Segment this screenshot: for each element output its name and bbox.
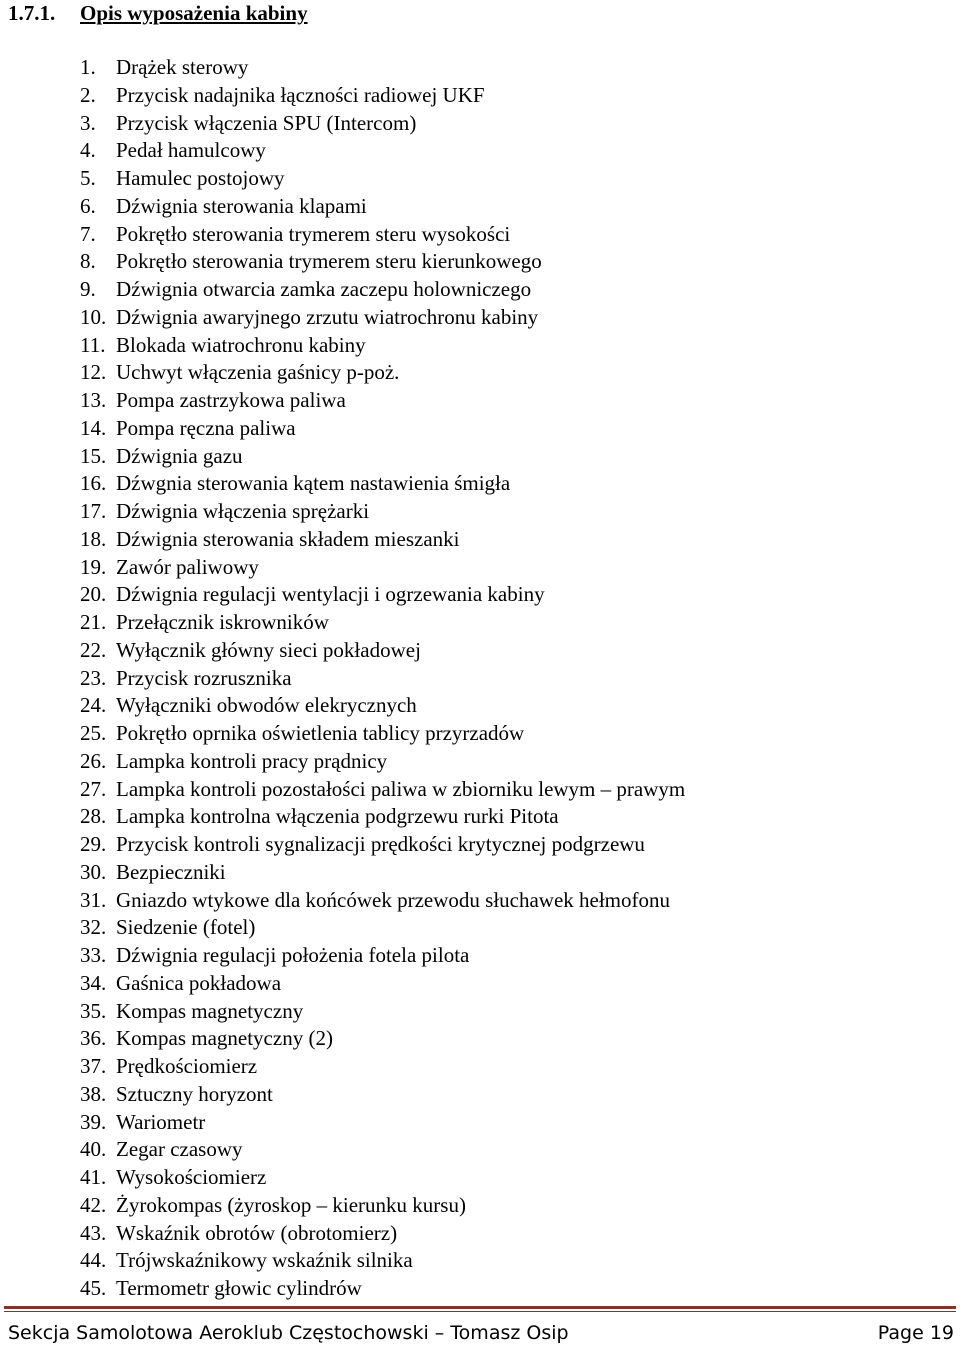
list-item-text: Termometr głowic cylindrów <box>116 1276 362 1300</box>
list-item-text: Dźwignia włączenia sprężarki <box>116 499 370 523</box>
list-item-number: 41. <box>80 1165 107 1189</box>
list-item <box>80 998 685 1026</box>
list-item-number: 9. <box>80 277 96 301</box>
list-item <box>80 692 685 720</box>
list-item-text: Kompas magnetyczny <box>116 998 304 1023</box>
list-item-number: 42. <box>80 1192 107 1217</box>
list-item-number: 30. <box>80 859 107 884</box>
list-item-text: Lampka kontroli pracy prądnicy <box>116 748 388 773</box>
list-item <box>80 887 685 915</box>
list-item-number: 39. <box>80 1109 107 1134</box>
list-item <box>80 609 685 637</box>
list-item-text: Kompas magnetyczny (2) <box>116 1026 333 1051</box>
list-item-number: 20. <box>80 582 107 607</box>
footer-rule-thick <box>4 1306 956 1309</box>
list-item-text: Blokada wiatrochronu kabiny <box>116 332 366 357</box>
list-item-number: 12. <box>80 360 107 385</box>
list-item <box>80 1136 685 1164</box>
equipment-list <box>80 54 685 1303</box>
list-item <box>80 1025 685 1053</box>
list-item <box>80 332 685 360</box>
list-item-text: Zawór paliwowy <box>116 554 259 579</box>
list-item-text: Dźwgnia sterowania kątem nastawienia śmigła <box>116 471 511 496</box>
list-item <box>80 831 685 859</box>
list-item <box>80 1275 685 1303</box>
section-title: Opis wyposażenia kabiny <box>80 1 308 25</box>
list-item-text: Dźwignia gazu <box>116 443 243 468</box>
list-item <box>80 1081 685 1109</box>
list-item <box>80 498 685 526</box>
list-item <box>80 554 685 582</box>
list-item <box>80 304 685 332</box>
list-item <box>80 110 685 138</box>
list-item-number: 23. <box>80 665 107 690</box>
list-item-number: 1. <box>80 55 96 79</box>
list-item-number: 40. <box>80 1137 107 1162</box>
list-item-number: 19. <box>80 554 107 579</box>
section-number: 1.7.1. <box>8 1 56 25</box>
list-item-number: 8. <box>80 249 96 274</box>
list-item-text: Lampka kontrolna włączenia podgrzewu rurki Pitota <box>116 804 559 829</box>
list-item-text: Pokrętło sterowania trymerem steru kierunkowego <box>116 249 542 274</box>
list-item-text: Wskaźnik obrotów (obrotomierz) <box>116 1220 398 1245</box>
list-item <box>80 443 685 471</box>
list-item-text: Sztuczny horyzont <box>116 1081 273 1106</box>
list-item-number: 6. <box>80 193 96 218</box>
list-item-number: 16. <box>80 471 107 496</box>
footer-rule-thin <box>4 1311 956 1312</box>
list-item-text: Wyłączniki obwodów elekrycznych <box>116 693 417 718</box>
list-item <box>80 248 685 276</box>
list-item <box>80 1247 685 1275</box>
list-item-text: Lampka kontroli pozostałości paliwa w zbiorniku lewym – prawym <box>116 776 686 801</box>
list-item-text: Dźwignia regulacji położenia fotela pilota <box>116 943 470 967</box>
list-item <box>80 526 685 554</box>
page-number: Page 19 <box>877 1322 954 1344</box>
list-item-text: Gniazdo wtykowe dla końcówek przewodu słuchawek hełmofonu <box>116 887 671 912</box>
list-item-text: Żyrokompas (żyroskop – kierunku kursu) <box>116 1192 466 1217</box>
list-item <box>80 665 685 693</box>
list-item <box>80 970 685 998</box>
list-item-text: Hamulec postojowy <box>116 166 285 190</box>
list-item-number: 31. <box>80 887 107 912</box>
list-item-number: 26. <box>80 748 107 773</box>
list-item-text: Dźwignia sterowania składem mieszanki <box>116 526 460 551</box>
list-item-text: Pompa zastrzykowa paliwa <box>116 388 346 412</box>
list-item-text: Uchwyt włączenia gaśnicy p-poż. <box>116 360 400 385</box>
list-item-number: 45. <box>80 1276 107 1300</box>
list-item-text: Pokrętło oprnika oświetlenia tablicy przyrzadów <box>116 721 525 745</box>
list-item-number: 25. <box>80 721 107 745</box>
list-item-number: 14. <box>80 415 107 440</box>
list-item-number: 28. <box>80 804 107 829</box>
list-item-number: 37. <box>80 1054 107 1078</box>
list-item <box>80 165 685 193</box>
list-item-text: Dźwignia regulacji wentylacji i ogrzewania kabiny <box>116 582 545 607</box>
list-item <box>80 748 685 776</box>
list-item <box>80 581 685 609</box>
list-item-number: 24. <box>80 693 107 718</box>
list-item-number: 17. <box>80 499 107 523</box>
list-item <box>80 1220 685 1248</box>
list-item <box>80 1192 685 1220</box>
list-item-text: Trójwskaźnikowy wskaźnik silnika <box>116 1248 413 1273</box>
list-item-text: Przycisk nadajnika łączności radiowej UKF <box>116 82 485 107</box>
list-item-number: 10. <box>80 304 107 329</box>
list-item <box>80 470 685 498</box>
list-item-number: 34. <box>80 970 107 995</box>
list-item <box>80 803 685 831</box>
list-item-number: 21. <box>80 610 107 634</box>
list-item <box>80 82 685 110</box>
list-item-text: Zegar czasowy <box>116 1137 243 1162</box>
list-item-number: 11. <box>80 332 106 357</box>
list-item-text: Przycisk włączenia SPU (Intercom) <box>116 110 417 135</box>
list-item <box>80 415 685 443</box>
list-item <box>80 387 685 415</box>
list-item <box>80 776 685 804</box>
list-item-text: Drążek sterowy <box>116 55 249 79</box>
list-item-text: Pedał hamulcowy <box>116 138 266 163</box>
list-item-text: Przycisk kontroli sygnalizacji prędkości krytycznej podgrzewu <box>116 832 645 856</box>
section-heading <box>8 0 308 26</box>
list-item-number: 5. <box>80 166 96 190</box>
list-item <box>80 221 685 249</box>
list-item-text: Bezpieczniki <box>116 859 226 884</box>
list-item-number: 44. <box>80 1248 107 1273</box>
list-item <box>80 1109 685 1137</box>
list-item-number: 22. <box>80 637 107 662</box>
list-item <box>80 193 685 221</box>
page-footer <box>8 1320 954 1346</box>
list-item <box>80 137 685 165</box>
list-item <box>80 859 685 887</box>
list-item-text: Dźwignia sterowania klapami <box>116 193 367 218</box>
list-item-number: 38. <box>80 1081 107 1106</box>
list-item <box>80 276 685 304</box>
list-item <box>80 1164 685 1192</box>
list-item-number: 27. <box>80 776 107 801</box>
list-item <box>80 359 685 387</box>
list-item-text: Przełącznik iskrowników <box>116 610 329 634</box>
list-item-number: 29. <box>80 832 107 856</box>
list-item <box>80 914 685 942</box>
list-item <box>80 637 685 665</box>
list-item-text: Pokrętło sterowania trymerem steru wysokości <box>116 221 511 246</box>
footer-text: Sekcja Samolotowa Aeroklub Częstochowski – Tomasz Osip <box>8 1322 569 1344</box>
list-item <box>80 54 685 82</box>
list-item <box>80 942 685 970</box>
list-item-number: 18. <box>80 526 107 551</box>
list-item-text: Dźwignia awaryjnego zrzutu wiatrochronu kabiny <box>116 304 539 329</box>
list-item-number: 7. <box>80 221 96 246</box>
list-item-number: 15. <box>80 443 107 468</box>
list-item-text: Pompa ręczna paliwa <box>116 415 296 440</box>
list-item-text: Dźwignia otwarcia zamka zaczepu holowniczego <box>116 277 532 301</box>
list-item-number: 43. <box>80 1220 107 1245</box>
list-item-number: 33. <box>80 943 107 967</box>
list-item-text: Wysokościomierz <box>116 1165 267 1189</box>
list-item-number: 36. <box>80 1026 107 1051</box>
list-item-text: Wyłącznik główny sieci pokładowej <box>116 637 421 662</box>
list-item-text: Prędkościomierz <box>116 1054 258 1078</box>
list-item-number: 32. <box>80 915 107 940</box>
list-item-number: 4. <box>80 138 96 163</box>
list-item-number: 13. <box>80 388 107 412</box>
list-item-number: 2. <box>80 82 96 107</box>
list-item <box>80 720 685 748</box>
list-item-number: 3. <box>80 110 96 135</box>
list-item <box>80 1053 685 1081</box>
list-item-text: Gaśnica pokładowa <box>116 970 282 995</box>
list-item-text: Wariometr <box>116 1109 206 1134</box>
list-item-text: Przycisk rozrusznika <box>116 665 292 690</box>
list-item-text: Siedzenie (fotel) <box>116 915 256 940</box>
list-item-number: 35. <box>80 998 107 1023</box>
